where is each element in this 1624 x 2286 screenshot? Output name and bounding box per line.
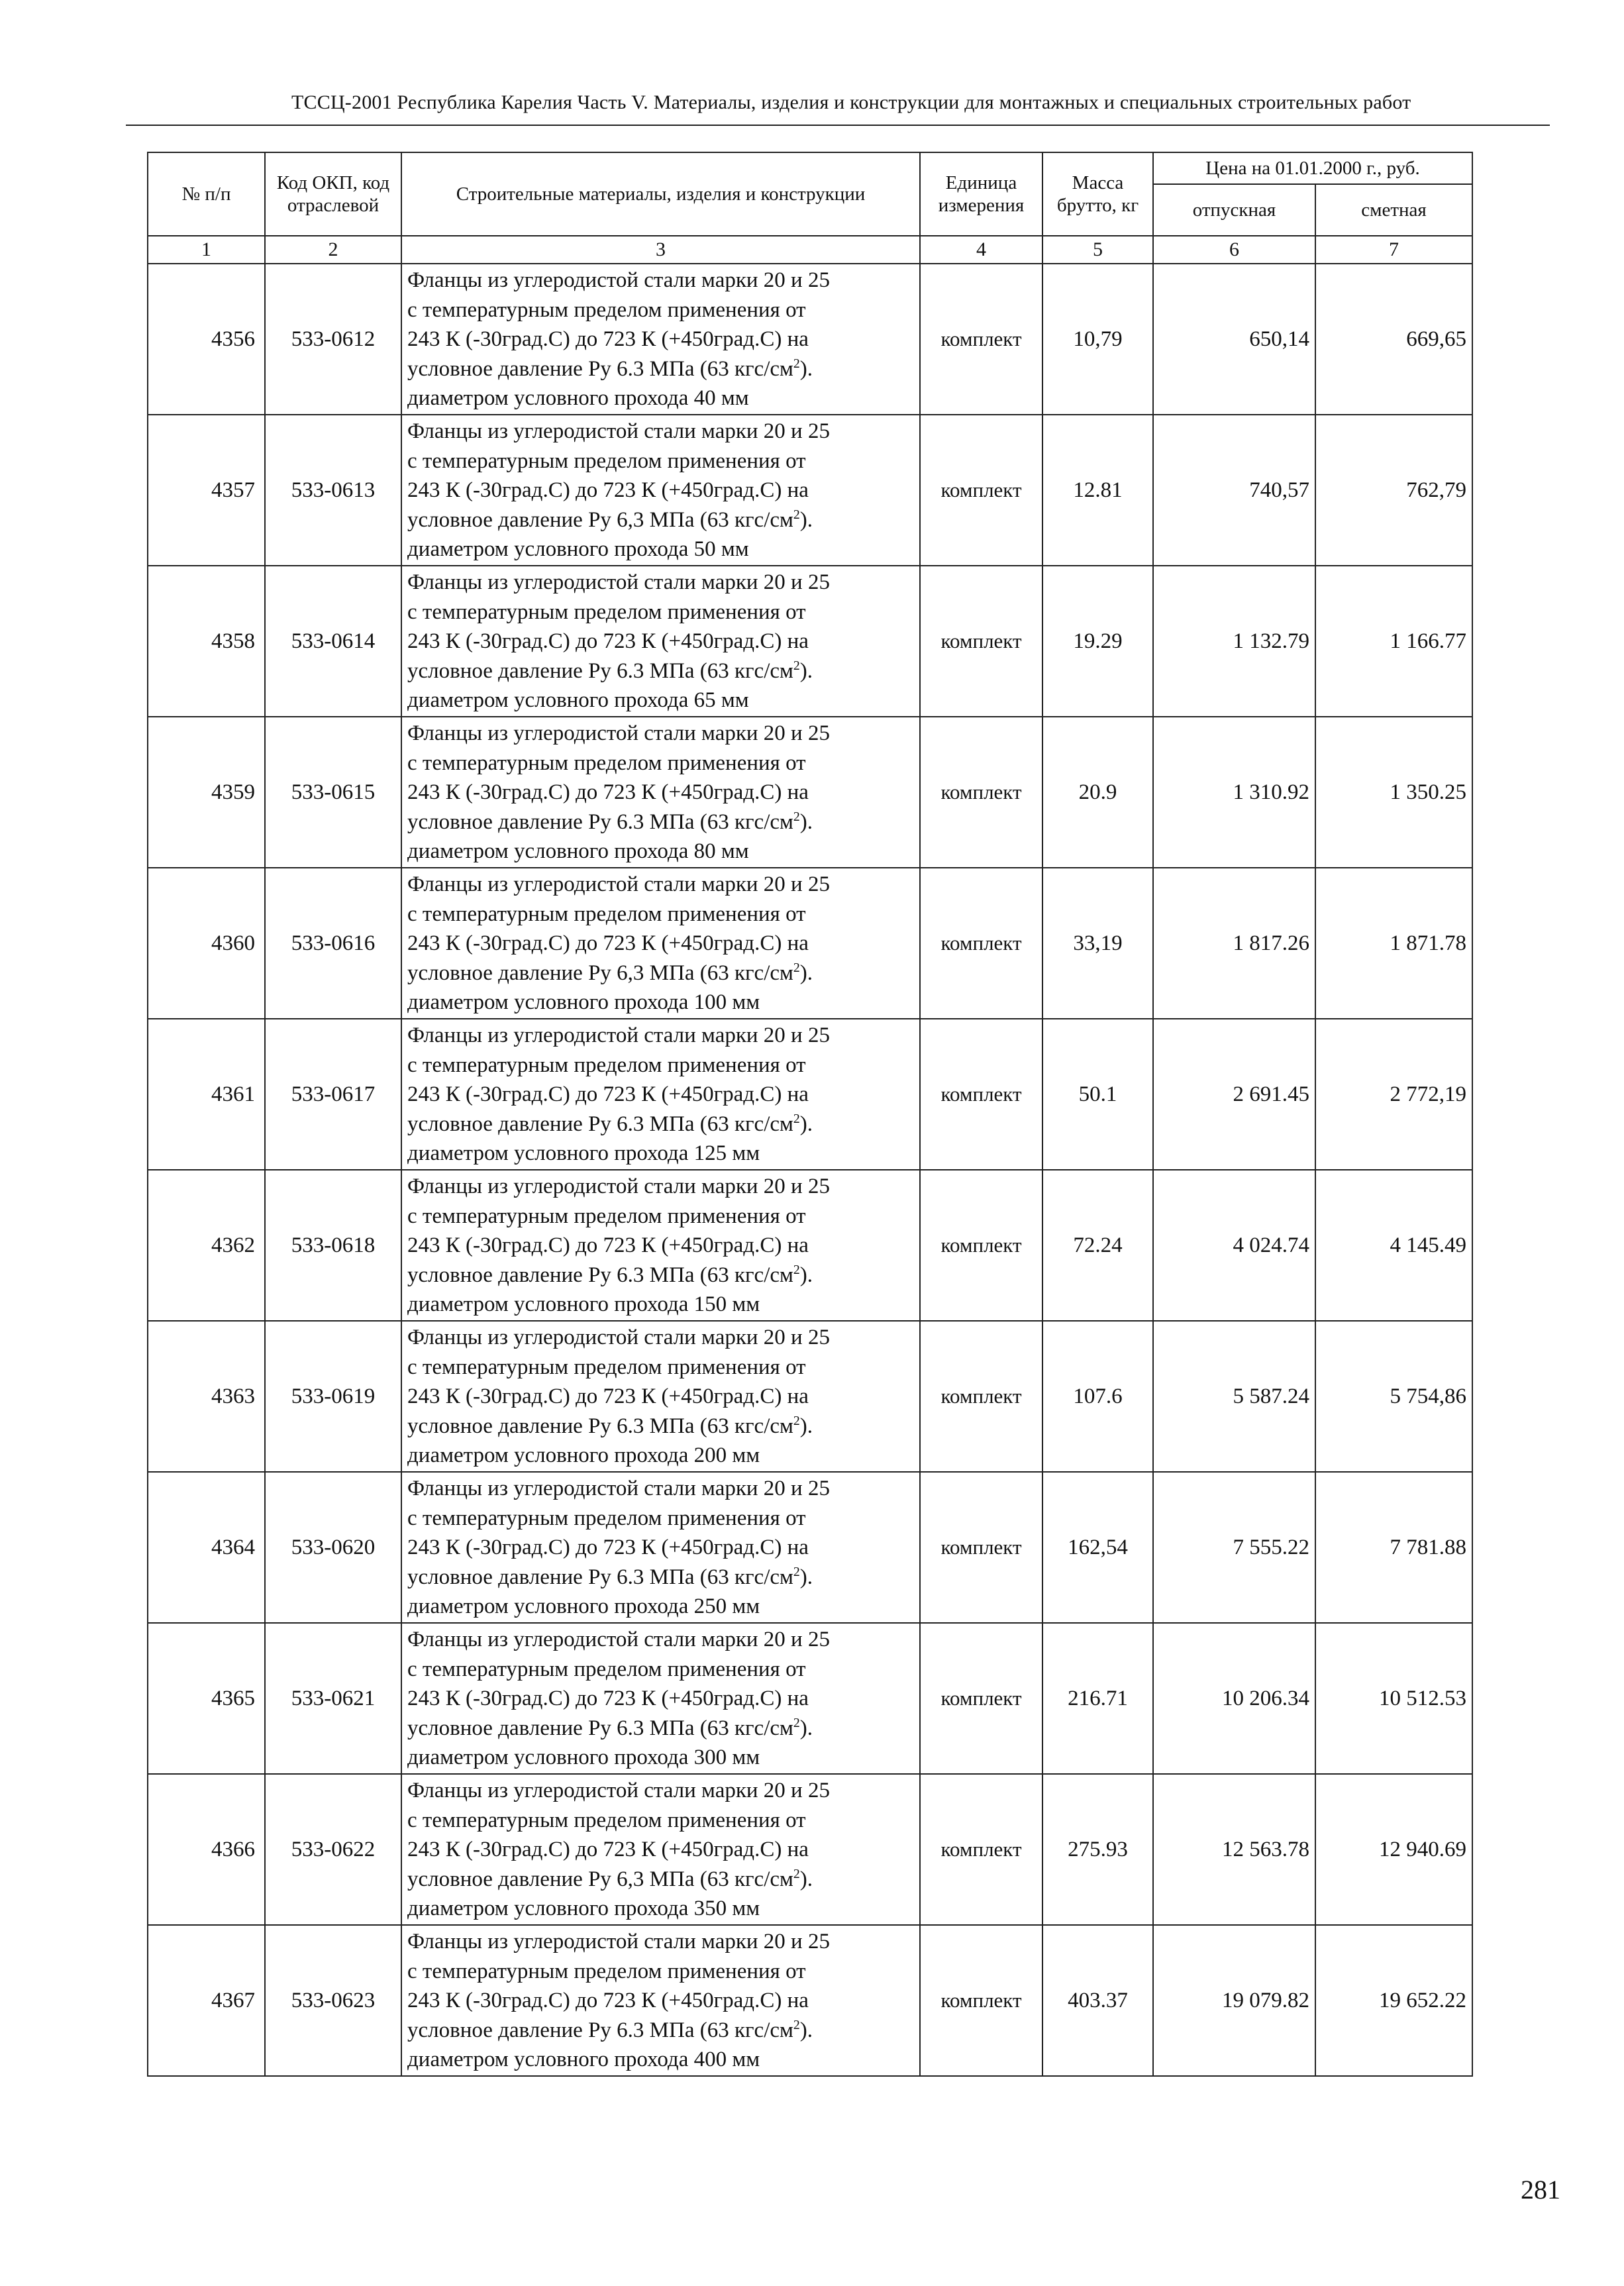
item-description <box>401 415 920 566</box>
description-line <box>407 2016 919 2046</box>
column-number: 5 <box>1042 236 1153 264</box>
description-line <box>407 837 919 866</box>
row-number: 4361 <box>148 1019 265 1170</box>
pressure-suffix: ). <box>799 2018 813 2042</box>
okp-code: 533-0617 <box>265 1019 401 1170</box>
superscript-exponent: 2 <box>793 1413 800 1428</box>
description-line <box>407 1684 919 1714</box>
header-code: Код ОКП, код отраслевой <box>265 152 401 236</box>
description-line <box>407 535 919 564</box>
item-description <box>401 1623 920 1774</box>
description-text: диаметром условного прохода 65 мм <box>407 688 749 712</box>
description-line <box>407 686 919 715</box>
description-line <box>407 807 919 837</box>
description-line <box>407 1655 919 1685</box>
description-line <box>407 1172 919 1202</box>
description-line <box>407 1382 919 1412</box>
description-line <box>407 1021 919 1051</box>
description-line <box>407 1441 919 1471</box>
description-text: 243 К (-30град.С) до 723 К (+450град.С) на <box>407 327 809 351</box>
description-text: диаметром условного прохода 400 мм <box>407 2048 760 2071</box>
description-text: с температурным пределом применения от <box>407 1204 806 1228</box>
table-row <box>148 1321 1472 1472</box>
pressure-suffix: ). <box>799 1565 813 1589</box>
okp-code: 533-0618 <box>265 1170 401 1321</box>
description-line <box>407 1625 919 1655</box>
description-text: условное давление Ру 6,3 МПа (63 кгс/см <box>407 507 793 532</box>
header-mass: Масса брутто, кг <box>1042 152 1153 236</box>
item-description <box>401 1774 920 1925</box>
table-body <box>148 236 1472 2076</box>
description-line <box>407 1202 919 1231</box>
column-number: 1 <box>148 236 265 264</box>
description-line <box>407 1957 919 1987</box>
description-line <box>407 900 919 929</box>
price-estimate: 4 145.49 <box>1315 1170 1472 1321</box>
description-text: 243 К (-30град.С) до 723 К (+450град.С) на <box>407 1384 809 1408</box>
description-text: 243 К (-30град.С) до 723 К (+450град.С) на <box>407 780 809 804</box>
table-row <box>148 415 1472 566</box>
description-line <box>407 1592 919 1622</box>
description-text: диаметром условного прохода 150 мм <box>407 1292 760 1316</box>
price-sale: 1 132.79 <box>1153 566 1315 717</box>
header-price-estimate: сметная <box>1315 184 1472 236</box>
description-text: диаметром условного прохода 50 мм <box>407 537 749 561</box>
superscript-exponent: 2 <box>793 1715 800 1730</box>
description-line <box>407 749 919 778</box>
table-header <box>148 152 1472 236</box>
row-number: 4367 <box>148 1925 265 2076</box>
description-line <box>407 266 919 295</box>
pressure-suffix: ). <box>799 809 813 834</box>
description-text: условное давление Ру 6.3 МПа (63 кгс/см <box>407 1112 793 1136</box>
description-line <box>407 1533 919 1563</box>
description-line <box>407 1412 919 1441</box>
description-text: 243 К (-30град.С) до 723 К (+450град.С) на <box>407 1082 809 1106</box>
description-text: 243 К (-30град.С) до 723 К (+450град.С) на <box>407 1233 809 1257</box>
price-estimate: 19 652.22 <box>1315 1925 1472 2076</box>
gross-mass: 162,54 <box>1042 1472 1153 1623</box>
description-line <box>407 1743 919 1773</box>
price-sale: 19 079.82 <box>1153 1925 1315 2076</box>
pressure-suffix: ). <box>799 1867 813 1891</box>
description-text: с температурным пределом применения от <box>407 1053 806 1077</box>
price-sale: 7 555.22 <box>1153 1472 1315 1623</box>
description-line <box>407 568 919 597</box>
description-line <box>407 1714 919 1743</box>
gross-mass: 12.81 <box>1042 415 1153 566</box>
price-sale: 2 691.45 <box>1153 1019 1315 1170</box>
description-text: Фланцы из углеродистой стали марки 20 и 25 <box>407 1023 830 1047</box>
price-sale: 4 024.74 <box>1153 1170 1315 1321</box>
okp-code: 533-0622 <box>265 1774 401 1925</box>
description-text: Фланцы из углеродистой стали марки 20 и 25 <box>407 268 830 292</box>
unit-of-measure: комплект <box>920 1925 1042 2076</box>
price-sale: 740,57 <box>1153 415 1315 566</box>
description-text: Фланцы из углеродистой стали марки 20 и 25 <box>407 1325 830 1349</box>
gross-mass: 20.9 <box>1042 717 1153 868</box>
superscript-exponent: 2 <box>793 809 800 824</box>
item-description <box>401 1019 920 1170</box>
okp-code: 533-0619 <box>265 1321 401 1472</box>
description-text: диаметром условного прохода 350 мм <box>407 1896 760 1920</box>
description-text: Фланцы из углеродистой стали марки 20 и 25 <box>407 1477 830 1500</box>
pressure-suffix: ). <box>799 658 813 683</box>
table-row <box>148 1623 1472 1774</box>
pressure-suffix: ). <box>799 961 813 985</box>
description-text: 243 К (-30град.С) до 723 К (+450град.С) на <box>407 1838 809 1861</box>
description-line <box>407 505 919 535</box>
description-text: с температурным пределом применения от <box>407 751 806 775</box>
description-text: Фланцы из углеродистой стали марки 20 и 25 <box>407 570 830 594</box>
description-text: условное давление Ру 6.3 МПа (63 кгс/см <box>407 2018 793 2042</box>
description-text: Фланцы из углеродистой стали марки 20 и 25 <box>407 1930 830 1953</box>
gross-mass: 10,79 <box>1042 264 1153 415</box>
description-text: условное давление Ру 6.3 МПа (63 кгс/см <box>407 658 793 683</box>
price-sale: 1 817.26 <box>1153 868 1315 1019</box>
description-line <box>407 719 919 749</box>
description-text: диаметром условного прохода 250 мм <box>407 1594 760 1618</box>
pressure-suffix: ). <box>799 1112 813 1136</box>
price-estimate: 2 772,19 <box>1315 1019 1472 1170</box>
description-line <box>407 1806 919 1836</box>
description-text: условное давление Ру 6.3 МПа (63 кгс/см <box>407 356 793 381</box>
item-description <box>401 264 920 415</box>
price-estimate: 669,65 <box>1315 264 1472 415</box>
description-text: диаметром условного прохода 80 мм <box>407 839 749 863</box>
row-number: 4356 <box>148 264 265 415</box>
gross-mass: 19.29 <box>1042 566 1153 717</box>
table-row <box>148 566 1472 717</box>
description-line <box>407 1835 919 1865</box>
header-description: Строительные материалы, изделия и конструкции <box>401 152 920 236</box>
item-description <box>401 717 920 868</box>
superscript-exponent: 2 <box>793 1111 800 1126</box>
gross-mass: 72.24 <box>1042 1170 1153 1321</box>
okp-code: 533-0614 <box>265 566 401 717</box>
description-text: условное давление Ру 6.3 МПа (63 кгс/см <box>407 1565 793 1589</box>
price-estimate: 762,79 <box>1315 415 1472 566</box>
description-text: с температурным пределом применения от <box>407 297 806 322</box>
item-description <box>401 566 920 717</box>
unit-of-measure: комплект <box>920 1774 1042 1925</box>
okp-code: 533-0612 <box>265 264 401 415</box>
description-line <box>407 1261 919 1290</box>
gross-mass: 33,19 <box>1042 868 1153 1019</box>
description-line <box>407 295 919 325</box>
column-number: 2 <box>265 236 401 264</box>
row-number: 4357 <box>148 415 265 566</box>
description-line <box>407 1776 919 1806</box>
price-estimate: 10 512.53 <box>1315 1623 1472 1774</box>
unit-of-measure: комплект <box>920 1623 1042 1774</box>
table-row <box>148 868 1472 1019</box>
description-text: условное давление Ру 6.3 МПа (63 кгс/см <box>407 809 793 834</box>
description-line <box>407 1080 919 1110</box>
description-text: 243 К (-30град.С) до 723 К (+450град.С) на <box>407 931 809 955</box>
description-line <box>407 2045 919 2075</box>
description-line <box>407 417 919 446</box>
gross-mass: 216.71 <box>1042 1623 1153 1774</box>
pressure-suffix: ). <box>799 1263 813 1287</box>
description-text: 243 К (-30град.С) до 723 К (+450град.С) на <box>407 478 809 502</box>
price-sale: 5 587.24 <box>1153 1321 1315 1472</box>
price-table <box>147 152 1473 2077</box>
description-line <box>407 1865 919 1895</box>
description-text: с температурным пределом применения от <box>407 1808 806 1832</box>
row-number: 4358 <box>148 566 265 717</box>
description-line <box>407 929 919 959</box>
description-text: диаметром условного прохода 125 мм <box>407 1141 760 1165</box>
header-unit: Единица измерения <box>920 152 1042 236</box>
gross-mass: 403.37 <box>1042 1925 1153 2076</box>
description-text: с температурным пределом применения от <box>407 448 806 473</box>
price-sale: 12 563.78 <box>1153 1774 1315 1925</box>
unit-of-measure: комплект <box>920 1170 1042 1321</box>
table-row <box>148 1774 1472 1925</box>
superscript-exponent: 2 <box>793 507 800 522</box>
table-row <box>148 1472 1472 1623</box>
unit-of-measure: комплект <box>920 1019 1042 1170</box>
unit-of-measure: комплект <box>920 1321 1042 1472</box>
description-text: диаметром условного прохода 100 мм <box>407 990 760 1014</box>
page-number: 281 <box>1521 2175 1560 2205</box>
description-text: с температурным пределом применения от <box>407 1657 806 1681</box>
column-number: 7 <box>1315 236 1472 264</box>
running-header: ТССЦ-2001 Республика Карелия Часть V. Материалы, изделия и конструкции для монтажных и специальных строительных работ <box>291 91 1411 113</box>
description-text: с температурным пределом применения от <box>407 1506 806 1530</box>
description-line <box>407 597 919 627</box>
price-sale: 1 310.92 <box>1153 717 1315 868</box>
price-estimate: 12 940.69 <box>1315 1774 1472 1925</box>
okp-code: 533-0621 <box>265 1623 401 1774</box>
row-number: 4360 <box>148 868 265 1019</box>
description-line <box>407 446 919 476</box>
description-line <box>407 1894 919 1924</box>
superscript-exponent: 2 <box>793 1866 800 1881</box>
description-text: диаметром условного прохода 300 мм <box>407 1745 760 1769</box>
gross-mass: 107.6 <box>1042 1321 1153 1472</box>
description-line <box>407 1323 919 1353</box>
superscript-exponent: 2 <box>793 1564 800 1579</box>
description-text: Фланцы из углеродистой стали марки 20 и 25 <box>407 721 830 745</box>
row-number: 4365 <box>148 1623 265 1774</box>
okp-code: 533-0615 <box>265 717 401 868</box>
description-line <box>407 1231 919 1261</box>
pressure-suffix: ). <box>799 1414 813 1438</box>
price-estimate: 1 871.78 <box>1315 868 1472 1019</box>
description-text: с температурным пределом применения от <box>407 1959 806 1983</box>
superscript-exponent: 2 <box>793 356 800 371</box>
column-number: 3 <box>401 236 920 264</box>
description-line <box>407 1504 919 1533</box>
superscript-exponent: 2 <box>793 2017 800 2032</box>
description-text: Фланцы из углеродистой стали марки 20 и 25 <box>407 1628 830 1651</box>
description-line <box>407 325 919 354</box>
description-text: 243 К (-30град.С) до 723 К (+450град.С) на <box>407 1535 809 1559</box>
header-rule <box>126 125 1550 126</box>
description-line <box>407 384 919 413</box>
description-text: с температурным пределом применения от <box>407 1355 806 1379</box>
description-text: условное давление Ру 6,3 МПа (63 кгс/см <box>407 1867 793 1891</box>
superscript-exponent: 2 <box>793 1262 800 1277</box>
description-line <box>407 1290 919 1320</box>
description-text: с температурным пределом применения от <box>407 599 806 624</box>
header-price-group: Цена на 01.01.2000 г., руб. <box>1153 152 1472 184</box>
gross-mass: 50.1 <box>1042 1019 1153 1170</box>
description-line <box>407 1110 919 1139</box>
description-line <box>407 959 919 988</box>
pressure-suffix: ). <box>799 507 813 532</box>
description-line <box>407 1139 919 1169</box>
row-number: 4362 <box>148 1170 265 1321</box>
item-description <box>401 1925 920 2076</box>
description-text: 243 К (-30град.С) до 723 К (+450град.С) на <box>407 629 809 653</box>
table-row <box>148 1170 1472 1321</box>
price-estimate: 1 166.77 <box>1315 566 1472 717</box>
item-description <box>401 868 920 1019</box>
unit-of-measure: комплект <box>920 415 1042 566</box>
table-row <box>148 717 1472 868</box>
description-line <box>407 1563 919 1592</box>
column-number-row <box>148 236 1472 264</box>
price-estimate: 1 350.25 <box>1315 717 1472 868</box>
pressure-suffix: ). <box>799 1716 813 1740</box>
description-text: Фланцы из углеродистой стали марки 20 и 25 <box>407 872 830 896</box>
superscript-exponent: 2 <box>793 658 800 673</box>
description-line <box>407 354 919 384</box>
header-num: № п/п <box>148 152 265 236</box>
row-number: 4363 <box>148 1321 265 1472</box>
description-line <box>407 1474 919 1504</box>
price-sale: 650,14 <box>1153 264 1315 415</box>
description-line <box>407 1927 919 1957</box>
row-number: 4359 <box>148 717 265 868</box>
description-text: Фланцы из углеродистой стали марки 20 и 25 <box>407 1174 830 1198</box>
table-row <box>148 1925 1472 2076</box>
price-estimate: 7 781.88 <box>1315 1472 1472 1623</box>
description-text: 243 К (-30град.С) до 723 К (+450град.С) на <box>407 1687 809 1710</box>
price-sale: 10 206.34 <box>1153 1623 1315 1774</box>
unit-of-measure: комплект <box>920 566 1042 717</box>
price-estimate: 5 754,86 <box>1315 1321 1472 1472</box>
description-text: с температурным пределом применения от <box>407 902 806 926</box>
okp-code: 533-0613 <box>265 415 401 566</box>
description-line <box>407 627 919 656</box>
item-description <box>401 1472 920 1623</box>
description-text: Фланцы из углеродистой стали марки 20 и 25 <box>407 419 830 443</box>
description-text: диаметром условного прохода 40 мм <box>407 386 749 410</box>
description-line <box>407 870 919 900</box>
description-line <box>407 476 919 505</box>
gross-mass: 275.93 <box>1042 1774 1153 1925</box>
item-description <box>401 1170 920 1321</box>
description-line <box>407 988 919 1017</box>
unit-of-measure: комплект <box>920 717 1042 868</box>
row-number: 4366 <box>148 1774 265 1925</box>
description-text: диаметром условного прохода 200 мм <box>407 1443 760 1467</box>
description-line <box>407 1986 919 2016</box>
description-line <box>407 778 919 807</box>
description-text: условное давление Ру 6.3 МПа (63 кгс/см <box>407 1716 793 1740</box>
table-row <box>148 1019 1472 1170</box>
item-description <box>401 1321 920 1472</box>
description-text: условное давление Ру 6,3 МПа (63 кгс/см <box>407 961 793 985</box>
column-number: 4 <box>920 236 1042 264</box>
header-price-sale: отпускная <box>1153 184 1315 236</box>
unit-of-measure: комплект <box>920 868 1042 1019</box>
column-number: 6 <box>1153 236 1315 264</box>
unit-of-measure: комплект <box>920 264 1042 415</box>
row-number: 4364 <box>148 1472 265 1623</box>
pressure-suffix: ). <box>799 356 813 381</box>
description-text: Фланцы из углеродистой стали марки 20 и 25 <box>407 1779 830 1802</box>
description-line <box>407 656 919 686</box>
unit-of-measure: комплект <box>920 1472 1042 1623</box>
description-text: условное давление Ру 6.3 МПа (63 кгс/см <box>407 1414 793 1438</box>
superscript-exponent: 2 <box>793 960 800 975</box>
okp-code: 533-0616 <box>265 868 401 1019</box>
okp-code: 533-0620 <box>265 1472 401 1623</box>
okp-code: 533-0623 <box>265 1925 401 2076</box>
description-text: условное давление Ру 6.3 МПа (63 кгс/см <box>407 1263 793 1287</box>
table-row <box>148 264 1472 415</box>
description-line <box>407 1353 919 1382</box>
description-line <box>407 1051 919 1080</box>
description-text: 243 К (-30град.С) до 723 К (+450град.С) на <box>407 1989 809 2012</box>
